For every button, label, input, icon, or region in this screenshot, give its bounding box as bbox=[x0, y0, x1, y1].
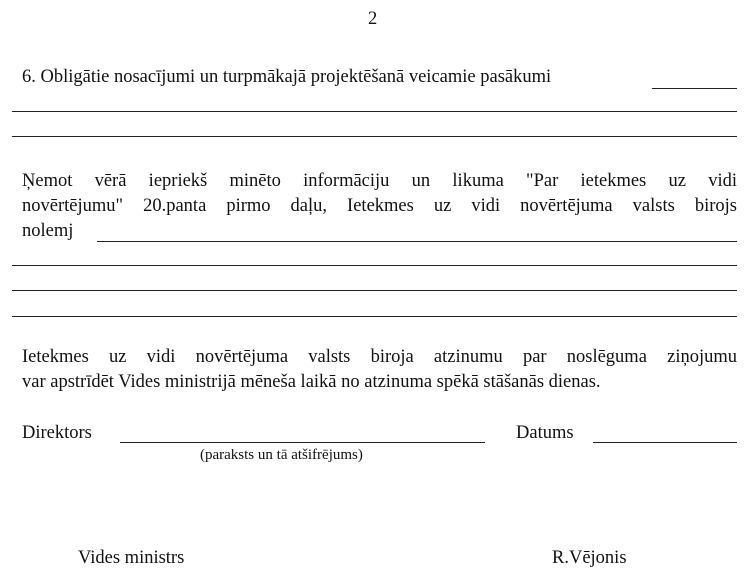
decision-answer-line-3[interactable] bbox=[12, 316, 737, 317]
section-6-heading: 6. Obligātie nosacījumi un turpmākajā projektēšanā veicamie pasākumi bbox=[22, 67, 552, 87]
signature-caption: (paraksts un tā atšifrējums) bbox=[200, 447, 363, 463]
section-6-answer-line-2[interactable] bbox=[12, 136, 737, 137]
director-label: Direktors bbox=[22, 423, 92, 443]
director-signature-line[interactable] bbox=[120, 442, 485, 443]
minister-title: Vides ministrs bbox=[78, 548, 185, 568]
appeal-text-line-2: var apstrīdēt Vides ministrijā mēneša laikā no atzinuma spēkā stāšanās dienas. bbox=[22, 372, 601, 392]
decision-answer-line-2[interactable] bbox=[12, 290, 737, 291]
decision-text-line-3: nolemj bbox=[22, 221, 74, 241]
date-fill-line[interactable] bbox=[593, 442, 737, 443]
section-6-answer-line-1[interactable] bbox=[12, 111, 737, 112]
section-6-fill-line[interactable] bbox=[652, 88, 737, 89]
decision-text-line-2: novērtējumu" 20.panta pirmo daļu, Ietekmes uz vidi novērtējuma valsts birojs bbox=[22, 196, 737, 216]
appeal-text-line-1: Ietekmes uz vidi novērtējuma valsts biroja atzinumu par noslēguma ziņojumu bbox=[22, 347, 737, 367]
date-label: Datums bbox=[516, 423, 574, 443]
decision-fill-line[interactable] bbox=[97, 241, 737, 242]
decision-text-line-1: Ņemot vērā iepriekš minēto informāciju un likuma "Par ietekmes uz vidi bbox=[22, 171, 737, 191]
page-number: 2 bbox=[368, 9, 378, 29]
minister-name: R.Vējonis bbox=[552, 548, 627, 568]
decision-answer-line-1[interactable] bbox=[12, 265, 737, 266]
